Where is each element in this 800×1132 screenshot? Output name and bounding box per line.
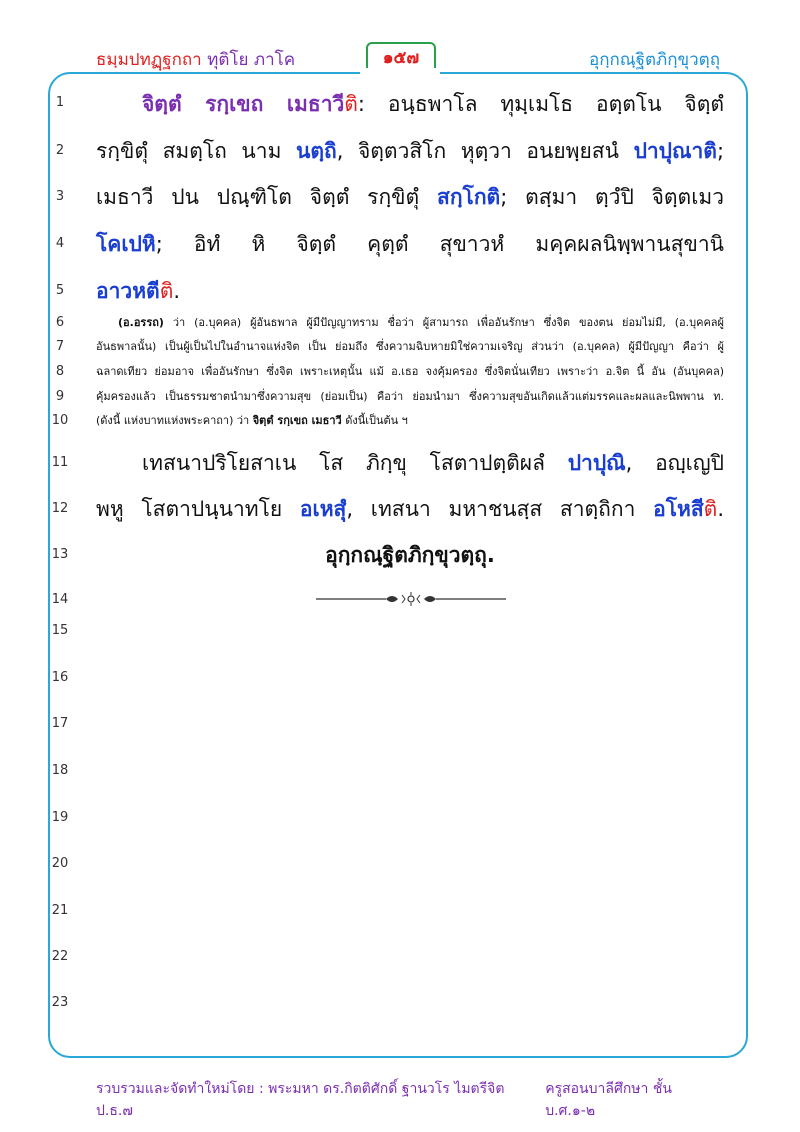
footer-compiler: รวบรวมและจัดทำใหม่โดย : พระมหา ดร.กิตติศักดิ์ ฐานวโร ไมตรีจิต ป.ธ.๗: [96, 1081, 505, 1119]
line-number: 13: [51, 547, 69, 562]
line-number: 3: [55, 189, 65, 204]
pali-line-12: [96, 485, 724, 533]
page-number: ๑๕๗: [366, 42, 436, 74]
pali-line-3: [96, 173, 724, 221]
line-number: 1: [55, 95, 65, 110]
pali-line-1: [96, 80, 724, 128]
ornament-divider-icon: [316, 592, 506, 606]
pali-text: : อนฺธพาโล ทุมฺเมโธ อตฺตโน จิตฺตํ: [357, 92, 724, 116]
verb-highlight: อาวหตี: [96, 279, 160, 303]
pali-text: เทสนาปริโยสาเน โส ภิกฺขุ โสตาปตฺติผลํ: [142, 451, 568, 475]
line-number: 23: [51, 995, 69, 1010]
pali-line-4: [96, 220, 724, 268]
line-number: 14: [51, 592, 69, 607]
pali-line-11: [96, 439, 724, 487]
line-number: 4: [55, 236, 65, 251]
verb-highlight: ปาปุณิ: [567, 451, 626, 475]
line-number: 19: [51, 810, 69, 825]
pali-text: ; ตสฺมา ตฺวํปิ จิตฺตเมว: [500, 185, 725, 209]
header-title-part-a: ธมฺมปทฏฺฐกถา: [96, 50, 202, 70]
line-number: 15: [51, 623, 69, 638]
line-number: 20: [51, 856, 69, 871]
line-number: 17: [51, 716, 69, 731]
frame-gap: [360, 68, 440, 76]
pali-text: .: [717, 497, 724, 521]
pali-text: รกฺขิตุํ สมตฺโถ นาม: [96, 139, 297, 163]
verb-highlight: อโหสี: [653, 497, 704, 521]
verb-highlight: นตฺถิ: [296, 139, 337, 163]
line-number: 22: [51, 949, 69, 964]
line-number: 12: [51, 501, 69, 516]
header-story-title: อุกฺกณฺฐิตภิกฺขุวตฺถุ: [589, 50, 720, 70]
line-number: 21: [51, 903, 69, 918]
iti-particle: ติ: [344, 92, 358, 116]
thai-text: (ดังนี้ แห่งบาทแห่งพระคาถา) ว่า: [96, 414, 253, 427]
iti-particle: ติ: [703, 497, 718, 521]
thai-bold: จิตฺตํ รกฺเขถ เมธาวี: [252, 414, 342, 427]
verb-highlight: สกฺโกติ: [437, 185, 501, 209]
line-number: 18: [51, 763, 69, 778]
thai-line-8: ฉลาดเทียว ย่อมอาจ เพื่ออันรักษา ซึ่งจิต เพราะเหตุนั้น แม้ อ.เธอ จงคุ้มครอง ซึ่งจิตนั่นเทียว เพราะว่า อ.จิต นี้ อัน (อันบุคคล): [96, 365, 724, 378]
line-number: 7: [55, 339, 65, 354]
pali-text: ; อิทํ หิ จิตฺตํ คุตฺตํ สุขาวหํ มคฺคผลนิพฺพานสุขานิ: [155, 232, 724, 256]
line-number: 16: [51, 670, 69, 685]
iti-particle: ติ: [159, 279, 174, 303]
pali-line-5: [96, 267, 724, 315]
thai-text: ดังนี้เป็นต้น ฯ: [341, 414, 408, 427]
line-number: 5: [55, 283, 65, 298]
pali-text: , เทสนา มหาชนสฺส สาตฺถิกา: [346, 497, 654, 521]
pali-text: เมธาวี ปน ปณฺฑิโต จิตฺตํ รกฺขิตุํ: [96, 185, 438, 209]
line-number: 2: [55, 143, 65, 158]
pali-line-2: [96, 127, 724, 175]
footer-course: ครูสอนบาลีศึกษา ชั้น บ.ศ.๑-๒: [545, 1081, 672, 1119]
line-number: 6: [55, 315, 65, 330]
pali-text: .: [173, 279, 181, 303]
verse-quote: จิตฺตํ รกฺเขถ เมธาวี: [142, 92, 345, 116]
thai-bold: (อ.อรรถ): [118, 316, 164, 329]
line-number: 11: [51, 455, 69, 470]
pali-text: , จิตฺตวสิโก หุตฺวา อนยพฺยสนํ: [336, 139, 634, 163]
page-footer: [96, 1078, 726, 1122]
thai-line-9: คุ้มครองแล้ว เป็นธรรมชาตนำมาซึ่งความสุข (ย่อมเป็น) คือว่า ย่อมนำมา ซึ่งความสุขอันเกิดแล้วแต่มรรคและผลและนิพพาน ท.: [96, 390, 724, 403]
verb-highlight: โคเปหิ: [96, 232, 156, 256]
line-number: 8: [55, 364, 65, 379]
header-title-part-b: ทุติโย ภาโค: [207, 50, 296, 70]
thai-line-10: [96, 410, 724, 432]
story-end-title: อุกฺกณฺฐิตภิกฺขุวตฺถุ.: [325, 543, 495, 567]
pali-text: พหู โสตาปนฺนาทโย: [96, 497, 300, 521]
header-book-title: [96, 46, 295, 73]
thai-line-7: อันธพาลนั้น) เป็นผู้เป็นไปในอำนาจแห่งจิต เป็น ย่อมถึง ซึ่งความฉิบหายมิใช่ความเจริญ ส่วนว่า (อ.บุคคล) ผู้มีปัญญา คือว่า ผู้: [96, 340, 724, 353]
verb-highlight: อเหสุํ: [299, 497, 347, 521]
pali-text: , อญฺเญปิ: [625, 451, 724, 475]
line-number: 10: [51, 413, 69, 428]
pali-text: ;: [716, 139, 725, 163]
line-number: 9: [55, 389, 65, 404]
verb-highlight: ปาปุณาติ: [633, 139, 717, 163]
thai-line-6: [96, 312, 724, 334]
thai-text: ว่า (อ.บุคคล) ผู้อันธพาล ผู้มีปัญญาทราม ชื่อว่า ผู้สามารถ เพื่ออันรักษา ซึ่งจิต ของตน ย่อมไม่มี, (อ.บุคคลผู้: [163, 316, 724, 329]
